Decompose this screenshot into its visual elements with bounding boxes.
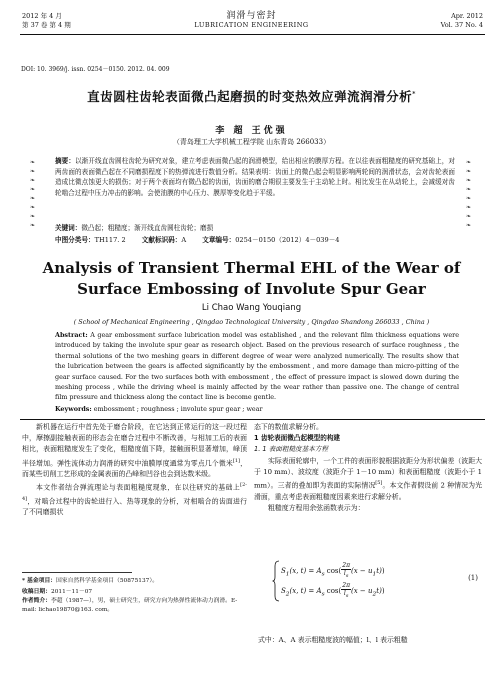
eq2-tail: (x − u bbox=[351, 587, 373, 596]
abstract-en-text: A gear embossment surface lubrication model was established , and the relevant film thickness equations were introduced by taking the involute spur gear as research object. Based on the previous research of surface roughness , the thermal solutions of the two meshing gears in different degree of wear were analyzed numerically. The results show that the lubrication between the gears is affected significantly by the embossment , and more damage than micro-pitting of the gear surface caused. For the two surfaces both with embossment , the effect of pressure impact is slowed down during the meshing process , while the driving wheel is mainly affected by the wear rather than passive one. The change of central film pressure and thickness along the contact line is become gentle. bbox=[55, 331, 459, 402]
header-rule bbox=[20, 34, 485, 35]
intro-paragraph-2 bbox=[22, 480, 247, 518]
doi: DOI: 10. 3969/j. issn. 0254－0150. 2012. 04. 009 bbox=[21, 66, 170, 73]
margin-ornament-left: ❧ ❧ ❧ ❧ ❧ ❧ ❧ ❧ bbox=[30, 159, 36, 229]
citation-1[interactable]: [1] bbox=[232, 457, 240, 464]
eq1-symbol: S bbox=[281, 567, 286, 576]
equation-explanation: 式中：A、A 表示粗糙度波的幅值；l、l 表示粗糙 bbox=[258, 636, 408, 644]
eq2-cos: cos bbox=[326, 587, 339, 596]
eq2-den-l: l bbox=[343, 590, 346, 597]
eq2-den bbox=[341, 590, 351, 600]
affiliation-cn: （青岛理工大学机械工程学院 山东青岛 266033） bbox=[172, 138, 331, 146]
equation-brace bbox=[272, 560, 280, 602]
intro-p2-tail: ，对啮合过程中的齿轮进行入、热等现象的分析，对相啮合的齿面进行了不同磨损状 bbox=[22, 497, 247, 517]
clc-value: TH117. 2 bbox=[94, 236, 126, 244]
body-right-column bbox=[254, 422, 482, 514]
author-bio bbox=[22, 597, 247, 615]
keywords-cn-text: 微凸起；粗糙度；渐开线直齿圆柱齿轮；磨损 bbox=[81, 224, 214, 232]
issue-date-cn: 2012 年 4 月 bbox=[22, 12, 62, 20]
clc-label: 中图分类号： bbox=[55, 236, 95, 244]
eq1-mid: (x, t) = A bbox=[289, 567, 322, 576]
equation-number: (1) bbox=[468, 574, 478, 582]
abstract-cn bbox=[55, 156, 455, 198]
eq2-fraction bbox=[341, 582, 351, 600]
keywords-en bbox=[55, 405, 263, 413]
keywords-cn bbox=[55, 222, 213, 232]
section-paragraph-2: 粗糙度方程用余弦函数表示为： bbox=[268, 503, 365, 512]
eq2-tail-sub: 2 bbox=[372, 591, 377, 598]
citation-2-4[interactable]: [2-4] bbox=[22, 482, 247, 502]
eq1-end: t) bbox=[376, 567, 382, 576]
intro-p1-text: 新机器在运行中首先处于磨合阶段，在它达到正常运行的这一段过程中，摩擦副接触表面的形态会在磨合过程中不断改善，与相加工后的表面相比，表面粗糙度发生了变化，粗糙度值下降，接触面积显著增加，峰顶半径增加。弹性流体动力润滑的研究中油膜厚度通常为零点几个微米 bbox=[22, 423, 247, 467]
received-date bbox=[22, 587, 247, 598]
section-rule bbox=[20, 419, 485, 420]
issue-date-en: Apr. 2012 bbox=[451, 12, 483, 20]
journal-name-en: LUBRICATION ENGINEERING bbox=[194, 21, 309, 29]
equation-line-1: $S_1(x$, $t) = A_s$ cos( $\frac{2\pi}{l_s}$ $(x - u_1t)$) bbox=[281, 562, 385, 580]
affiliation-en: ( School of Mechanical Engineering , Qingdao Technological University , Qingdao Shandong 266033 , China ) bbox=[73, 318, 430, 326]
received-value: 2011－11－07 bbox=[51, 588, 93, 595]
eq1-den-l: l bbox=[343, 570, 346, 577]
journal-name bbox=[0, 8, 503, 29]
equation-line-2: $S_2(x$, $t) = A_s$ cos( $\frac{2\pi}{l_s}$ $(x - u_2t)$) bbox=[281, 582, 385, 600]
eq2-sub: 2 bbox=[285, 591, 290, 598]
intro-paragraph-1 bbox=[22, 422, 247, 480]
abstract-en bbox=[55, 330, 459, 403]
footnote-rule bbox=[22, 572, 132, 573]
classification-line bbox=[55, 234, 354, 244]
author-bio-label: 作者简介： bbox=[22, 598, 51, 604]
eq1-den-sub: s bbox=[345, 573, 349, 580]
eq2-end: t) bbox=[376, 587, 382, 596]
keywords-en-text: embossment ; roughness ; involute spur gear ; wear bbox=[93, 405, 263, 413]
paper-title-en: Analysis of Transient Thermal EHL of the Wear of Surface Embossing of Involute Spur Gear bbox=[42, 259, 461, 298]
subsection-heading-1-1: 1. 1 表面粗糙度基本方程 bbox=[254, 445, 329, 454]
eq1-tail: (x − u bbox=[351, 567, 373, 576]
authors-en: Li Chao Wang Youqiang bbox=[201, 303, 302, 313]
eq1-fraction bbox=[341, 562, 351, 580]
journal-issue-en bbox=[441, 12, 483, 29]
section-p1-tail: 。本文作者假设前 2 种情况为光滑面，重点考虑表面粗糙度因素来进行求解分析。 bbox=[254, 481, 482, 501]
clc-number bbox=[55, 236, 126, 244]
eq2-num: 2π bbox=[342, 582, 351, 589]
doc-code bbox=[142, 236, 186, 244]
eq1-amp-sub: s bbox=[321, 571, 325, 578]
authors-cn: 李 超 王优强 bbox=[215, 126, 288, 136]
intro-p2-text: 本文作者结合弹流理论与表面粗糙度现象，在以往研究的基础上 bbox=[36, 483, 241, 492]
keywords-en-label: Keywords: bbox=[55, 405, 92, 413]
eq1-tail-sub: 1 bbox=[372, 571, 377, 578]
keywords-cn-label: 关键词： bbox=[55, 224, 82, 232]
body-left-column bbox=[22, 422, 247, 519]
funding-note bbox=[22, 576, 247, 587]
article-number-label: 文章编号： bbox=[202, 236, 236, 244]
received-label: 收稿日期： bbox=[22, 588, 51, 595]
article-number bbox=[202, 236, 339, 244]
citation-5[interactable]: [5] bbox=[375, 480, 383, 487]
paper-title-cn bbox=[0, 87, 503, 105]
paper-title-cn-text: 直齿圆柱齿轮表面微凸起磨损的时变热效应弹流润滑分析 bbox=[87, 89, 413, 104]
funding-mark: * bbox=[412, 90, 416, 98]
abstract-en-label: Abstract: bbox=[55, 331, 88, 339]
article-number-value: 0254－0150（2012）4－039－4 bbox=[235, 236, 340, 244]
eq2-amp-sub: s bbox=[321, 591, 325, 598]
eq1-cos: cos bbox=[326, 567, 339, 576]
eq1-sub: 1 bbox=[285, 571, 290, 578]
abstract-cn-label: 摘要： bbox=[55, 157, 76, 165]
eq2-den-sub: s bbox=[345, 593, 349, 600]
section-heading-1: 1 齿轮表面微凸起模型的构建 bbox=[254, 434, 341, 443]
abstract-cn-text: 以渐开线直齿圆柱齿轮为研究对象，建立考虑表面微凸起的润滑模型，给出相应的膜厚方程。在以往表面粗糙度的研究基础上，对两齿面的表面微凸起在不同磨损程度下的热弹流进行数值分析。结果表明：齿面上的微凸起会明显影响两轮间的润滑状态，会对齿轮表面造成比微点蚀更大的损伤；对于两个表面均有微凸起的齿面，齿面的磨合期很主要发生于主动轮上时。相比发生在从动轮上，会减缓对齿轮啮合过程中压力冲击的影响。会使油膜的中心压力、膜厚等变化趋于平缓。 bbox=[55, 157, 456, 197]
footnote bbox=[22, 576, 247, 615]
author-bio-text: 李超（1987—），男，硕士研究生，研究方向为热弹性流体动力润滑。E-mail: lichao19870@163. com。 bbox=[22, 598, 238, 613]
issue-volume-en: Vol. 37 No. 4 bbox=[440, 20, 483, 29]
eq1-num: 2π bbox=[342, 562, 351, 569]
eq1-den bbox=[341, 570, 351, 580]
issue-volume-cn: 第 37 卷 第 4 期 bbox=[22, 20, 71, 29]
eq2-mid: (x, t) = A bbox=[289, 587, 322, 596]
margin-ornament-right: ❧ ❧ ❧ ❧ ❧ ❧ ❧ ❧ bbox=[466, 159, 472, 229]
section-p1-text: 实际表面轮廓中，一个工件的表面形貌根据波距分为形状偏差（波距大于 10 mm）、波纹度（波距介于 1－10 mm）和表面粗糙度（波距小于 1 mm）。三者的叠加即为表面的实际情况 bbox=[254, 456, 482, 490]
right-col-continuation: 态下的数值求解分析。 bbox=[254, 423, 323, 431]
funding-label: * 基金项目： bbox=[22, 578, 57, 584]
funding-text: 国家自然科学基金项目（50875137）。 bbox=[56, 578, 159, 584]
doc-code-label: 文献标识码： bbox=[141, 236, 182, 244]
eq2-symbol: S bbox=[281, 587, 286, 596]
intro-p1-tail: ，而某些切削工艺形成的金属表面的凸峰和凹谷也会到达数米级。 bbox=[22, 458, 247, 479]
section-paragraph-1 bbox=[254, 456, 482, 503]
equation-1 bbox=[272, 560, 482, 602]
journal-name-cn: 润滑与密封 bbox=[226, 11, 277, 21]
doc-code-value: A bbox=[181, 236, 187, 244]
